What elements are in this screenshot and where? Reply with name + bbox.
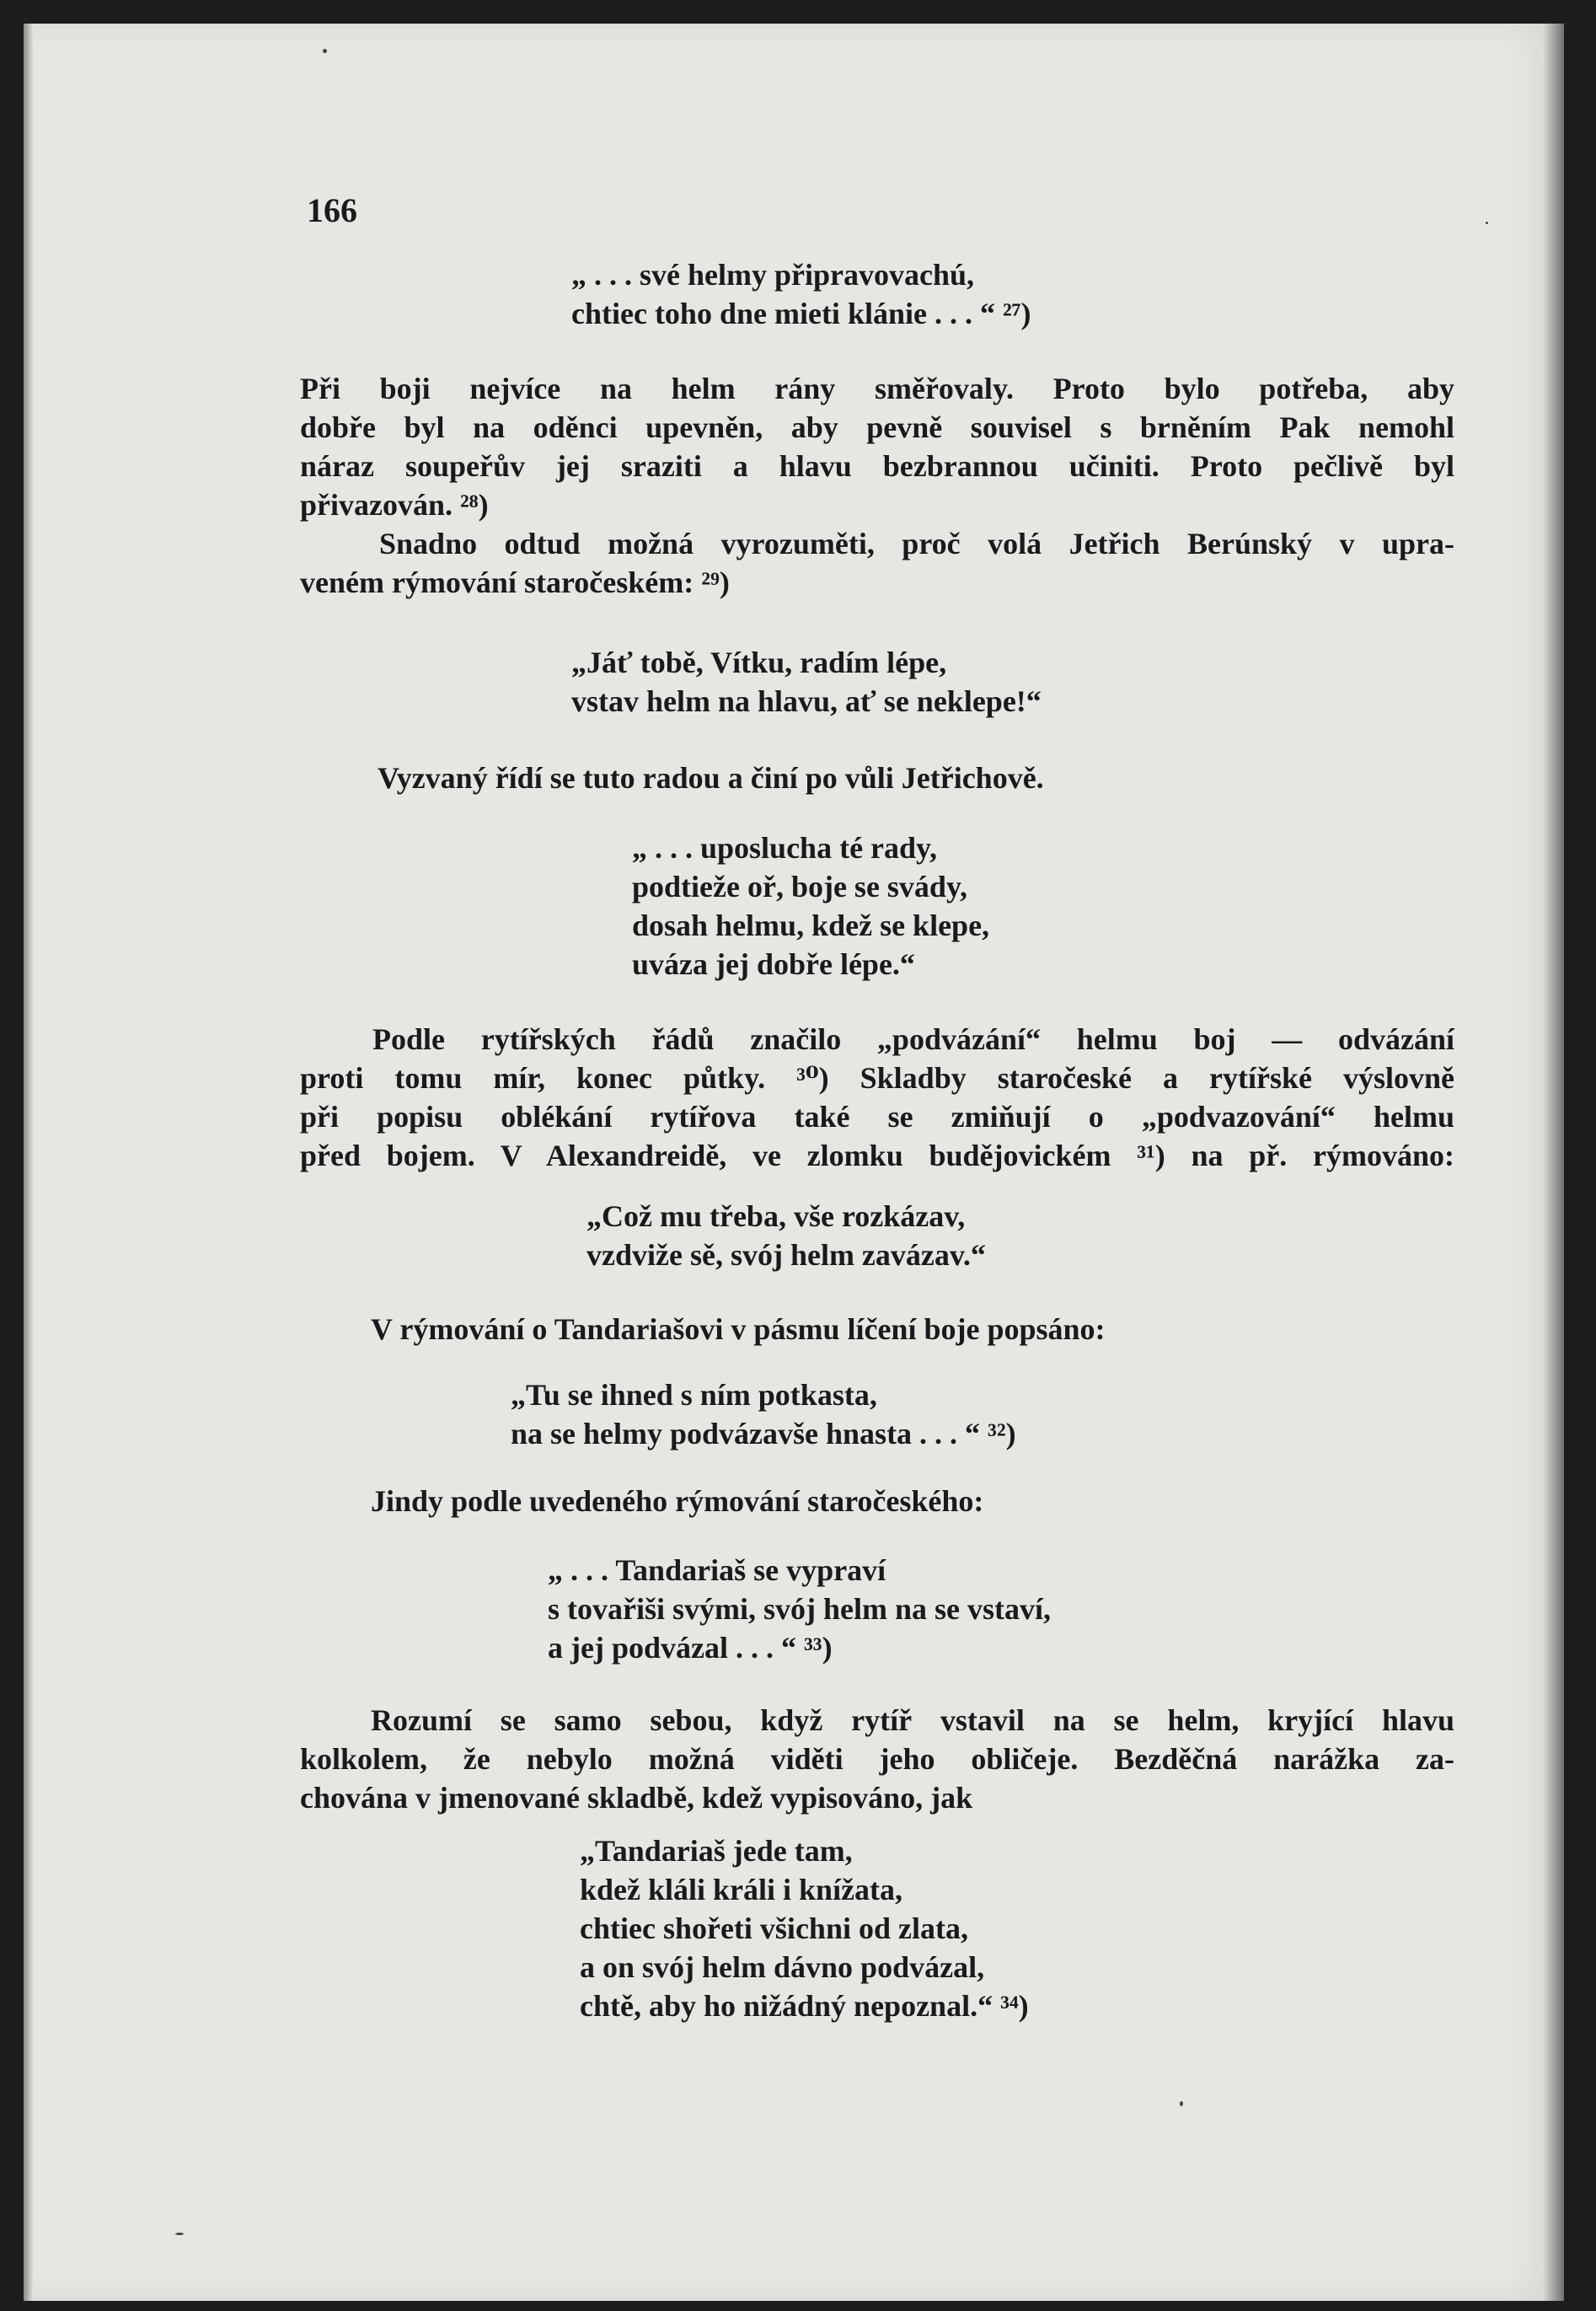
paragraph-line: náraz soupeřův jej sraziti a hlavu bezbrannou učiniti. Proto pečlivě byl: [300, 449, 1454, 483]
verse-alexandreis: [586, 1197, 986, 1274]
book-page: [24, 24, 1564, 2301]
verse-line: kdež kláli králi i knížata,: [580, 1873, 903, 1906]
verse-line: podtieže oř, boje se svády,: [632, 870, 967, 903]
paper-speck: [1180, 2101, 1183, 2106]
paragraph-tandariasovi: [300, 1310, 1454, 1349]
paragraph-line: veném rýmování staročeském: ²⁹): [300, 566, 730, 599]
verse-line: chtiec toho dne mieti klánie . . . “ ²⁷): [571, 297, 1031, 330]
paragraph-line: Při boji nejvíce na helm rány směřovaly. Proto bylo potřeba, aby: [300, 372, 1454, 405]
paragraph-line: proti tomu mír, konec půtky. ³⁰) Skladby staročeské a rytířské výslovně: [300, 1061, 1454, 1095]
paragraph-podvazani: [300, 1020, 1454, 1175]
verse-potkasta: [511, 1375, 1016, 1453]
verse-line: na se helmy podvázavše hnasta . . . “ ³²): [511, 1417, 1016, 1450]
verse-line: „ . . . své helmy připravovachú,: [571, 258, 975, 292]
paragraph-line: Podle rytířských řádů značilo „podvázání“ helmu boj — odvázání: [372, 1022, 1454, 1056]
verse-line: „Tu se ihned s ním potkasta,: [511, 1378, 877, 1412]
verse-line: „Jáť tobě, Vítku, radím lépe,: [571, 646, 947, 679]
verse-line: s tovařiši svými, svój helm na se vstaví,: [548, 1592, 1051, 1626]
paragraph-line: Rozumí se samo sebou, když rytíř vstavil na se helm, kryjící hlavu: [371, 1703, 1454, 1737]
verse-line: vzdviže sě, svój helm zavázav.“: [586, 1238, 986, 1272]
paragraph-helm-rany: [300, 369, 1454, 602]
paragraph-line: při popisu oblékání rytířova také se zmiňují o „podvazování“ helmu: [300, 1100, 1454, 1134]
verse-vitku: [571, 643, 1042, 721]
paragraph-line: dobře byl na oděnci upevněn, aby pevně souvisel s brněním Pak nemohl: [300, 410, 1454, 444]
paragraph-line: kolkolem, že nebylo možná viděti jeho obličeje. Bezděčná narážka za-: [300, 1742, 1454, 1776]
verse-line: „ . . . uposlucha té rady,: [632, 831, 938, 865]
paper-speck: [323, 49, 327, 53]
verse-line: a on svój helm dávno podvázal,: [580, 1950, 985, 1984]
verse-line: „Tandariaš jede tam,: [580, 1834, 853, 1868]
paragraph-line: Jindy podle uvedeného rýmování staročeského:: [371, 1484, 984, 1518]
verse-line: chtiec shořeti všichni od zlata,: [580, 1912, 968, 1945]
verse-helmy: [571, 255, 1031, 333]
verse-uposlucha: [632, 828, 989, 984]
paragraph-line: Vyzvaný řídí se tuto radou a činí po vůli Jetřichově.: [378, 761, 1044, 795]
verse-line: „Což mu třeba, vše rozkázav,: [586, 1199, 966, 1233]
paper-speck: [1486, 222, 1488, 224]
paper-speck: [175, 2233, 184, 2235]
paragraph-line: před bojem. V Alexandreidě, ve zlomku budějovickém ³¹) na př. rýmováno:: [300, 1139, 1454, 1172]
paragraph-rozumi: [300, 1701, 1454, 1817]
paragraph-vyzvany: [300, 759, 1454, 797]
verse-jede-tam: [580, 1831, 1029, 2025]
paragraph-line: chována v jmenované skladbě, kdež vypisováno, jak: [300, 1781, 973, 1815]
verse-line: chtě, aby ho nižádný nepoznal.“ ³⁴): [580, 1989, 1029, 2023]
verse-line: „ . . . Tandariaš se vypraví: [548, 1553, 886, 1587]
paragraph-jindy: [300, 1482, 1454, 1520]
paragraph-line: Snadno odtud možná vyrozuměti, proč volá Jetřich Berúnský v upra-: [379, 527, 1454, 560]
verse-line: uváza jej dobře lépe.“: [632, 947, 915, 981]
paragraph-line: přivazován. ²⁸): [300, 488, 489, 522]
paragraph-line: V rýmování o Tandariašovi v pásmu líčení boje popsáno:: [371, 1312, 1106, 1346]
page-number: 166: [307, 191, 357, 229]
page-edge-shadow: [1544, 24, 1564, 2301]
verse-line: a jej podvázal . . . “ ³³): [548, 1631, 833, 1665]
page-binding-shadow: [24, 24, 34, 2301]
verse-vypravi: [548, 1551, 1051, 1667]
verse-line: vstav helm na hlavu, ať se neklepe!“: [571, 684, 1042, 718]
verse-line: dosah helmu, kdež se klepe,: [632, 909, 990, 942]
